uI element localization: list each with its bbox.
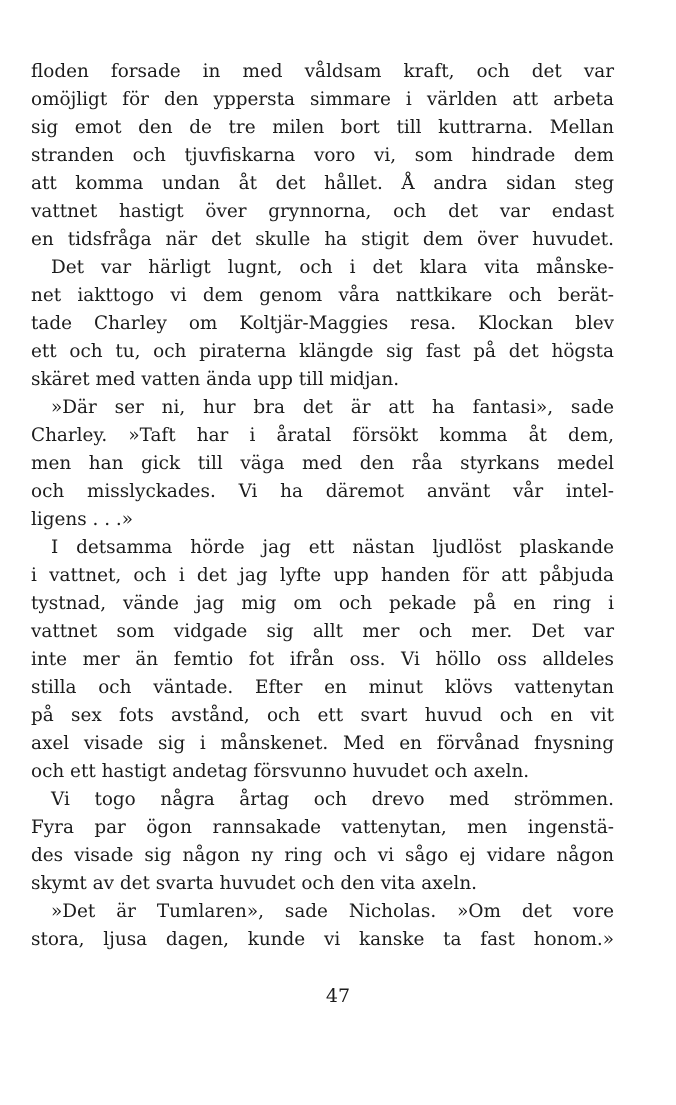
text-line: I detsamma hörde jag ett nästan ljudlöst plaskande	[51, 537, 614, 558]
text-line: omöjligt för den yppersta simmare i världen att arbeta	[31, 89, 614, 110]
text-line: ligens . . .»	[31, 509, 134, 530]
text-line: Det var härligt lugnt, och i det klara vita månske-	[51, 257, 614, 278]
paragraph-1	[31, 58, 614, 254]
text-line: floden forsade in med våldsam kraft, och det var	[31, 61, 614, 82]
paragraph-5	[31, 786, 614, 898]
text-line: »Där ser ni, hur bra det är att ha fantasi», sade	[51, 397, 614, 418]
paragraph-6	[31, 898, 614, 954]
text-line: på sex fots avstånd, och ett svart huvud och en vit	[31, 705, 614, 726]
text-line: och misslyckades. Vi ha däremot använt vår intel-	[31, 481, 614, 502]
text-line: stranden och tjuvfiskarna voro vi, som hindrade dem	[31, 145, 614, 166]
text-line: des visade sig någon ny ring och vi sågo ej vidare någon	[31, 845, 614, 866]
text-line: i vattnet, och i det jag lyfte upp handen för att påbjuda	[31, 565, 614, 586]
text-line: men han gick till väga med den råa styrkans medel	[31, 453, 614, 474]
text-line: att komma undan åt det hållet. Å andra sidan steg	[31, 173, 614, 194]
text-line: net iakttogo vi dem genom våra nattkikare och berät-	[31, 285, 614, 306]
text-line: stora, ljusa dagen, kunde vi kanske ta fast honom.»	[31, 929, 614, 950]
paragraph-2	[31, 254, 614, 394]
page-text	[31, 58, 614, 954]
text-line: skymt av det svarta huvudet och den vita axeln.	[31, 873, 478, 894]
text-line: sig emot den de tre milen bort till kuttrarna. Mellan	[31, 117, 614, 138]
text-line: ett och tu, och piraterna klängde sig fast på det högsta	[31, 341, 614, 362]
text-line: inte mer än femtio fot ifrån oss. Vi höllo oss alldeles	[31, 649, 614, 670]
page-number: 47	[325, 985, 351, 1007]
paragraph-4	[31, 534, 614, 786]
text-line: skäret med vatten ända upp till midjan.	[31, 369, 400, 390]
text-line: »Det är Tumlaren», sade Nicholas. »Om det vore	[51, 901, 614, 922]
text-line: Charley. »Taft har i åratal försökt komma åt dem,	[31, 425, 614, 446]
text-line: tystnad, vände jag mig om och pekade på en ring i	[31, 593, 614, 614]
text-line: stilla och väntade. Efter en minut klövs vattenytan	[31, 677, 614, 698]
text-line: tade Charley om Koltjär-Maggies resa. Klockan blev	[31, 313, 614, 334]
text-line: en tidsfråga när det skulle ha stigit dem över huvudet.	[31, 229, 614, 250]
text-line: axel visade sig i månskenet. Med en förvånad fnysning	[31, 733, 614, 754]
text-line: Fyra par ögon rannsakade vattenytan, men ingenstä-	[31, 817, 614, 838]
text-line: vattnet som vidgade sig allt mer och mer. Det var	[31, 621, 614, 642]
text-line: vattnet hastigt över grynnorna, och det var endast	[31, 201, 614, 222]
text-line: Vi togo några årtag och drevo med strömmen.	[51, 789, 614, 810]
text-line: och ett hastigt andetag försvunno huvudet och axeln.	[31, 761, 530, 782]
paragraph-3	[31, 394, 614, 534]
